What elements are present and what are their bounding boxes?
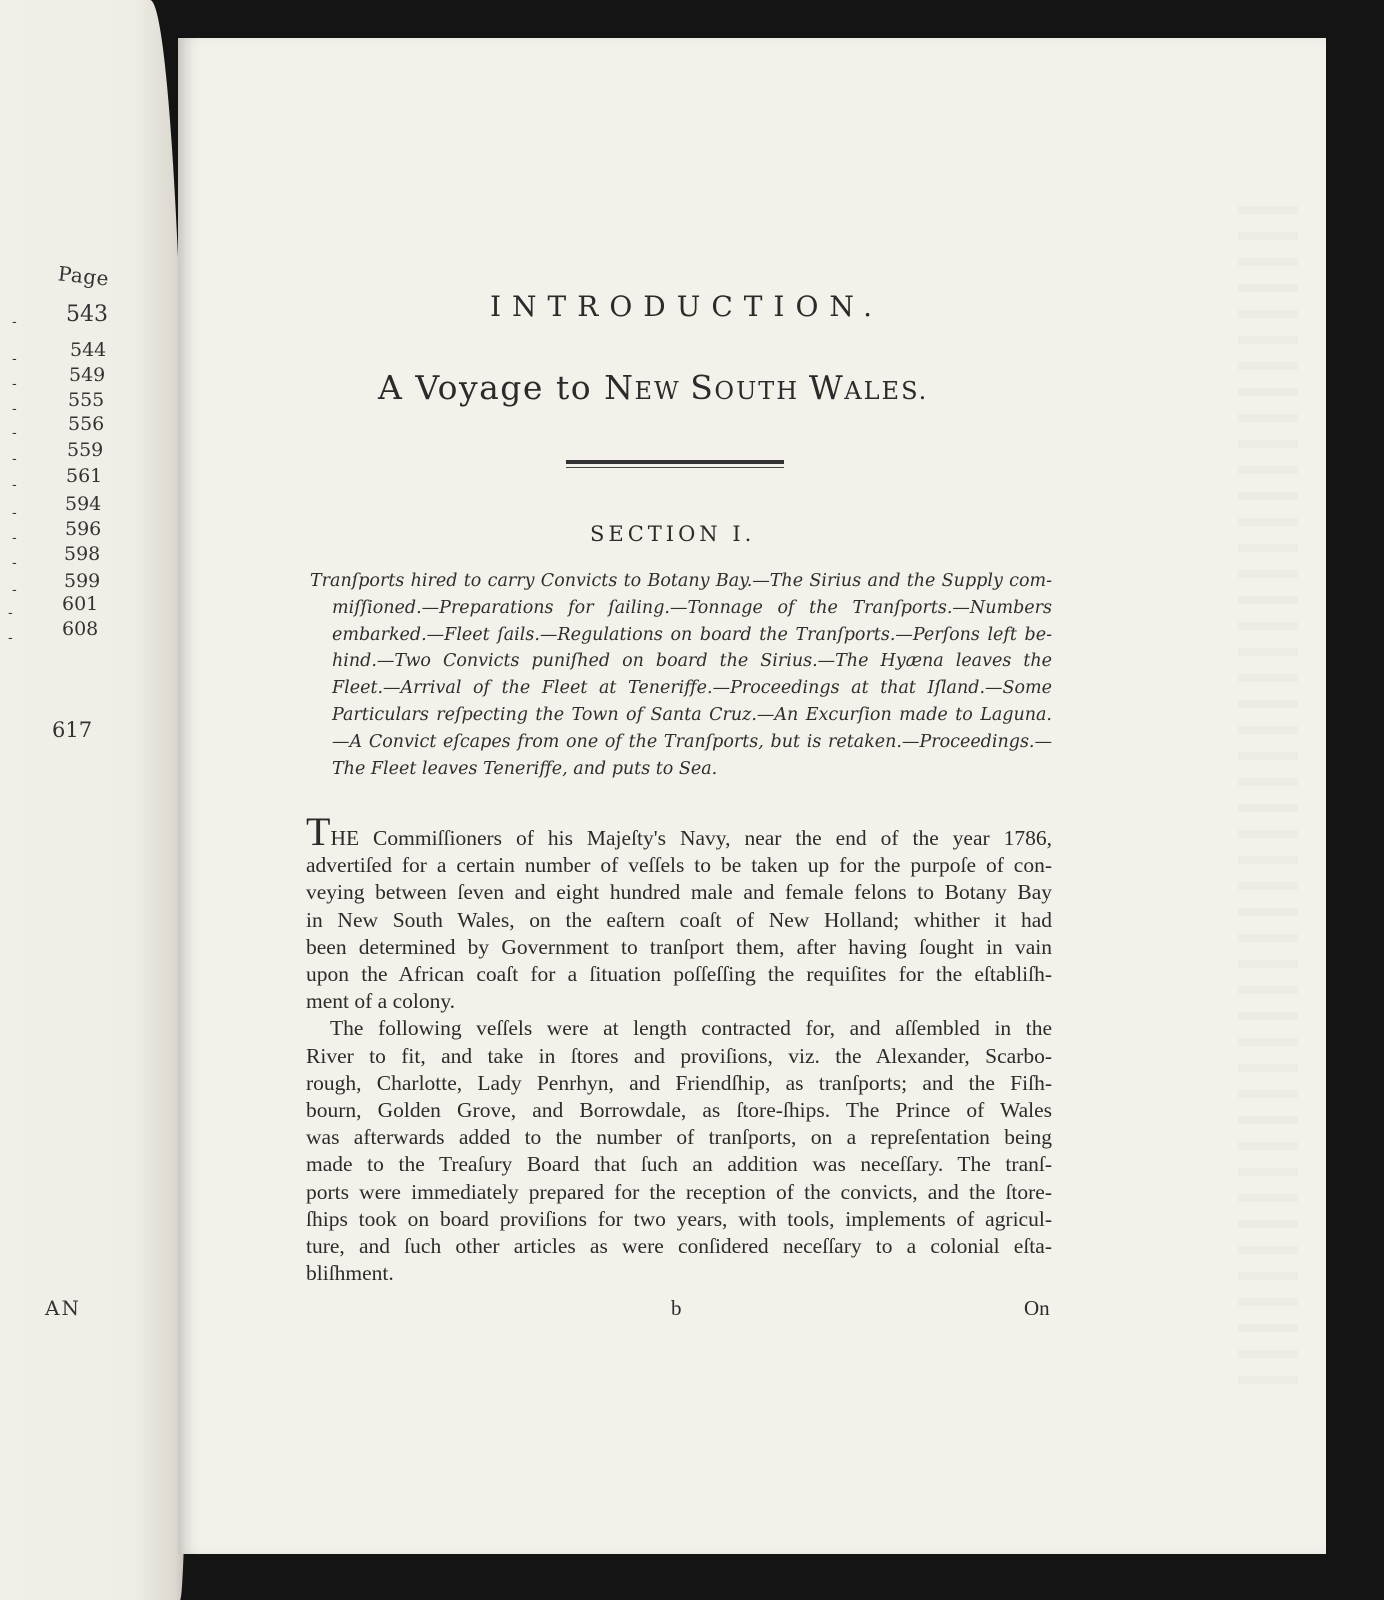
leader-dash: - — [8, 630, 13, 646]
body-line: advertiſed for a certain number of veſſels to be taken up for the purpoſe of con- — [306, 853, 1052, 878]
page-number: 544 — [70, 339, 107, 361]
catchword: On — [1024, 1296, 1050, 1320]
body-line: River to fit, and take in ſtores and proviſions, viz. the Alexander, Scarbo- — [306, 1043, 1052, 1068]
contents-entry — [0, 543, 160, 569]
leader-dash: - — [12, 425, 17, 441]
contents-entry — [0, 518, 160, 544]
leader-dash: - — [12, 582, 17, 598]
subtitle-part: EW — [634, 377, 691, 405]
summary-line: embarked.—Fleet ſails.—Regulations on board the Tranſports.—Perſons left be- — [332, 624, 1052, 645]
subtitle-part: N — [604, 368, 635, 407]
leader-dash: - — [12, 477, 17, 493]
leader-dash: - — [8, 605, 13, 621]
contents-entry — [0, 389, 160, 415]
summary-line: hind.—Two Convicts puniſhed on board the Sirius.—The Hyæna leaves the — [332, 651, 1052, 672]
right-page — [178, 38, 1326, 1554]
drop-cap: T — [306, 809, 331, 854]
body-line-first — [306, 809, 1052, 854]
body-text — [306, 809, 1052, 1287]
body-line: upon the African coaſt for a ſituation poſſeſſing the requiſites for the eſtabliſh- — [306, 962, 1052, 987]
summary-line: Fleet.—Arrival of the Fleet at Teneriffe.—Proceedings at that Iſland.—Some — [332, 678, 1052, 699]
page-number: 596 — [65, 518, 102, 540]
summary-line: —A Convict eſcapes from one of the Tranſports, but is retaken.—Proceedings.— — [332, 731, 1052, 752]
left-page — [0, 0, 190, 1600]
signature-mark: b — [671, 1296, 682, 1320]
page-number: 556 — [68, 413, 105, 435]
page-number: 608 — [62, 618, 99, 640]
body-line: The following veſſels were at length contracted for, and aſſembled in the — [330, 1016, 1052, 1041]
book-subtitle — [378, 368, 928, 407]
summary-line: Particulars reſpecting the Town of Santa Cruz.—An Excurſion made to Laguna. — [332, 704, 1052, 725]
body-line: bliſhment. — [306, 1261, 394, 1286]
leader-dash: - — [12, 314, 17, 330]
body-line: was afterwards added to the number of tranſports, on a repreſentation being — [306, 1125, 1052, 1150]
body-line: been determined by Government to tranſport them, after having ſought in vain — [306, 934, 1052, 959]
contents-entry — [0, 413, 160, 439]
body-line: rough, Charlotte, Lady Penrhyn, and Friendſhip, as tranſports; and the Fiſh- — [306, 1070, 1052, 1095]
body-line: ports were immediately prepared for the reception of the convicts, and the ſtore- — [306, 1179, 1052, 1204]
page-number: 599 — [64, 570, 101, 592]
summary-line: miſſioned.—Preparations for ſailing.—Tonnage of the Tranſports.—Numbers — [332, 597, 1052, 618]
summary-line: The Fleet leaves Teneriffe, and puts to Sea. — [332, 758, 718, 779]
contents-entry — [0, 439, 160, 465]
subtitle-part: ALES. — [844, 377, 929, 405]
subtitle-part: W — [808, 368, 845, 407]
body-line: veying between ſeven and eight hundred male and female felons to Botany Bay — [306, 880, 1052, 905]
body-line-text: HE Commiſſioners of his Majeſty's Navy, near the end of the year 1786, — [330, 826, 1052, 850]
leader-dash: - — [12, 530, 17, 546]
page-number: 543 — [66, 302, 108, 327]
page-number: 594 — [65, 493, 102, 515]
body-line: ment of a colony. — [306, 989, 456, 1014]
contents-entry — [0, 364, 160, 390]
contents-entry — [0, 493, 160, 519]
subtitle-part: A Voyage to — [378, 368, 605, 407]
leader-dash: - — [12, 505, 17, 521]
subtitle-part: S — [690, 368, 715, 407]
decorative-rule — [566, 460, 784, 464]
page-number-large: 617 — [52, 718, 93, 742]
subtitle-part: OUTH — [714, 377, 809, 405]
page-number: 555 — [68, 389, 105, 411]
page-column-header: Page — [56, 261, 111, 291]
body-line: ture, and ſuch other articles as were conſidered neceſſary to a colonial eſta- — [306, 1234, 1052, 1259]
body-line: bourn, Golden Grove, and Borrowdale, as ſtore-ſhips. The Prince of Wales — [306, 1098, 1052, 1123]
body-line: ſhips took on board proviſions for two years, with tools, implements of agricul- — [306, 1206, 1052, 1231]
contents-entry — [0, 593, 160, 619]
contents-entry — [0, 339, 160, 365]
summary-line: Tranſports hired to carry Convicts to Botany Bay.—The Sirius and the Supply com- — [310, 571, 1052, 591]
show-through-shadow — [1238, 188, 1298, 1388]
page-number: 598 — [64, 543, 101, 565]
page-number: 601 — [62, 593, 99, 615]
page-number: 549 — [69, 364, 106, 386]
page-number: 559 — [67, 439, 104, 461]
left-catchword: AN — [45, 1296, 81, 1320]
leader-dash: - — [12, 401, 17, 417]
contents-entry — [0, 302, 160, 328]
leader-dash: - — [12, 555, 17, 571]
body-line: in New South Wales, on the eaſtern coaſt of New Holland; whither it had — [306, 907, 1052, 932]
decorative-rule-thin — [566, 467, 784, 468]
page-number: 561 — [66, 465, 103, 487]
section-summary — [310, 568, 1052, 782]
leader-dash: - — [12, 451, 17, 467]
contents-entry — [0, 618, 160, 644]
section-heading: SECTION I. — [590, 522, 756, 546]
leader-dash: - — [12, 376, 17, 392]
chapter-title: INTRODUCTION. — [490, 290, 884, 323]
body-line: made to the Treaſury Board that ſuch an addition was neceſſary. The tranſ- — [306, 1152, 1052, 1177]
leader-dash: - — [12, 351, 17, 367]
contents-entry — [0, 465, 160, 491]
